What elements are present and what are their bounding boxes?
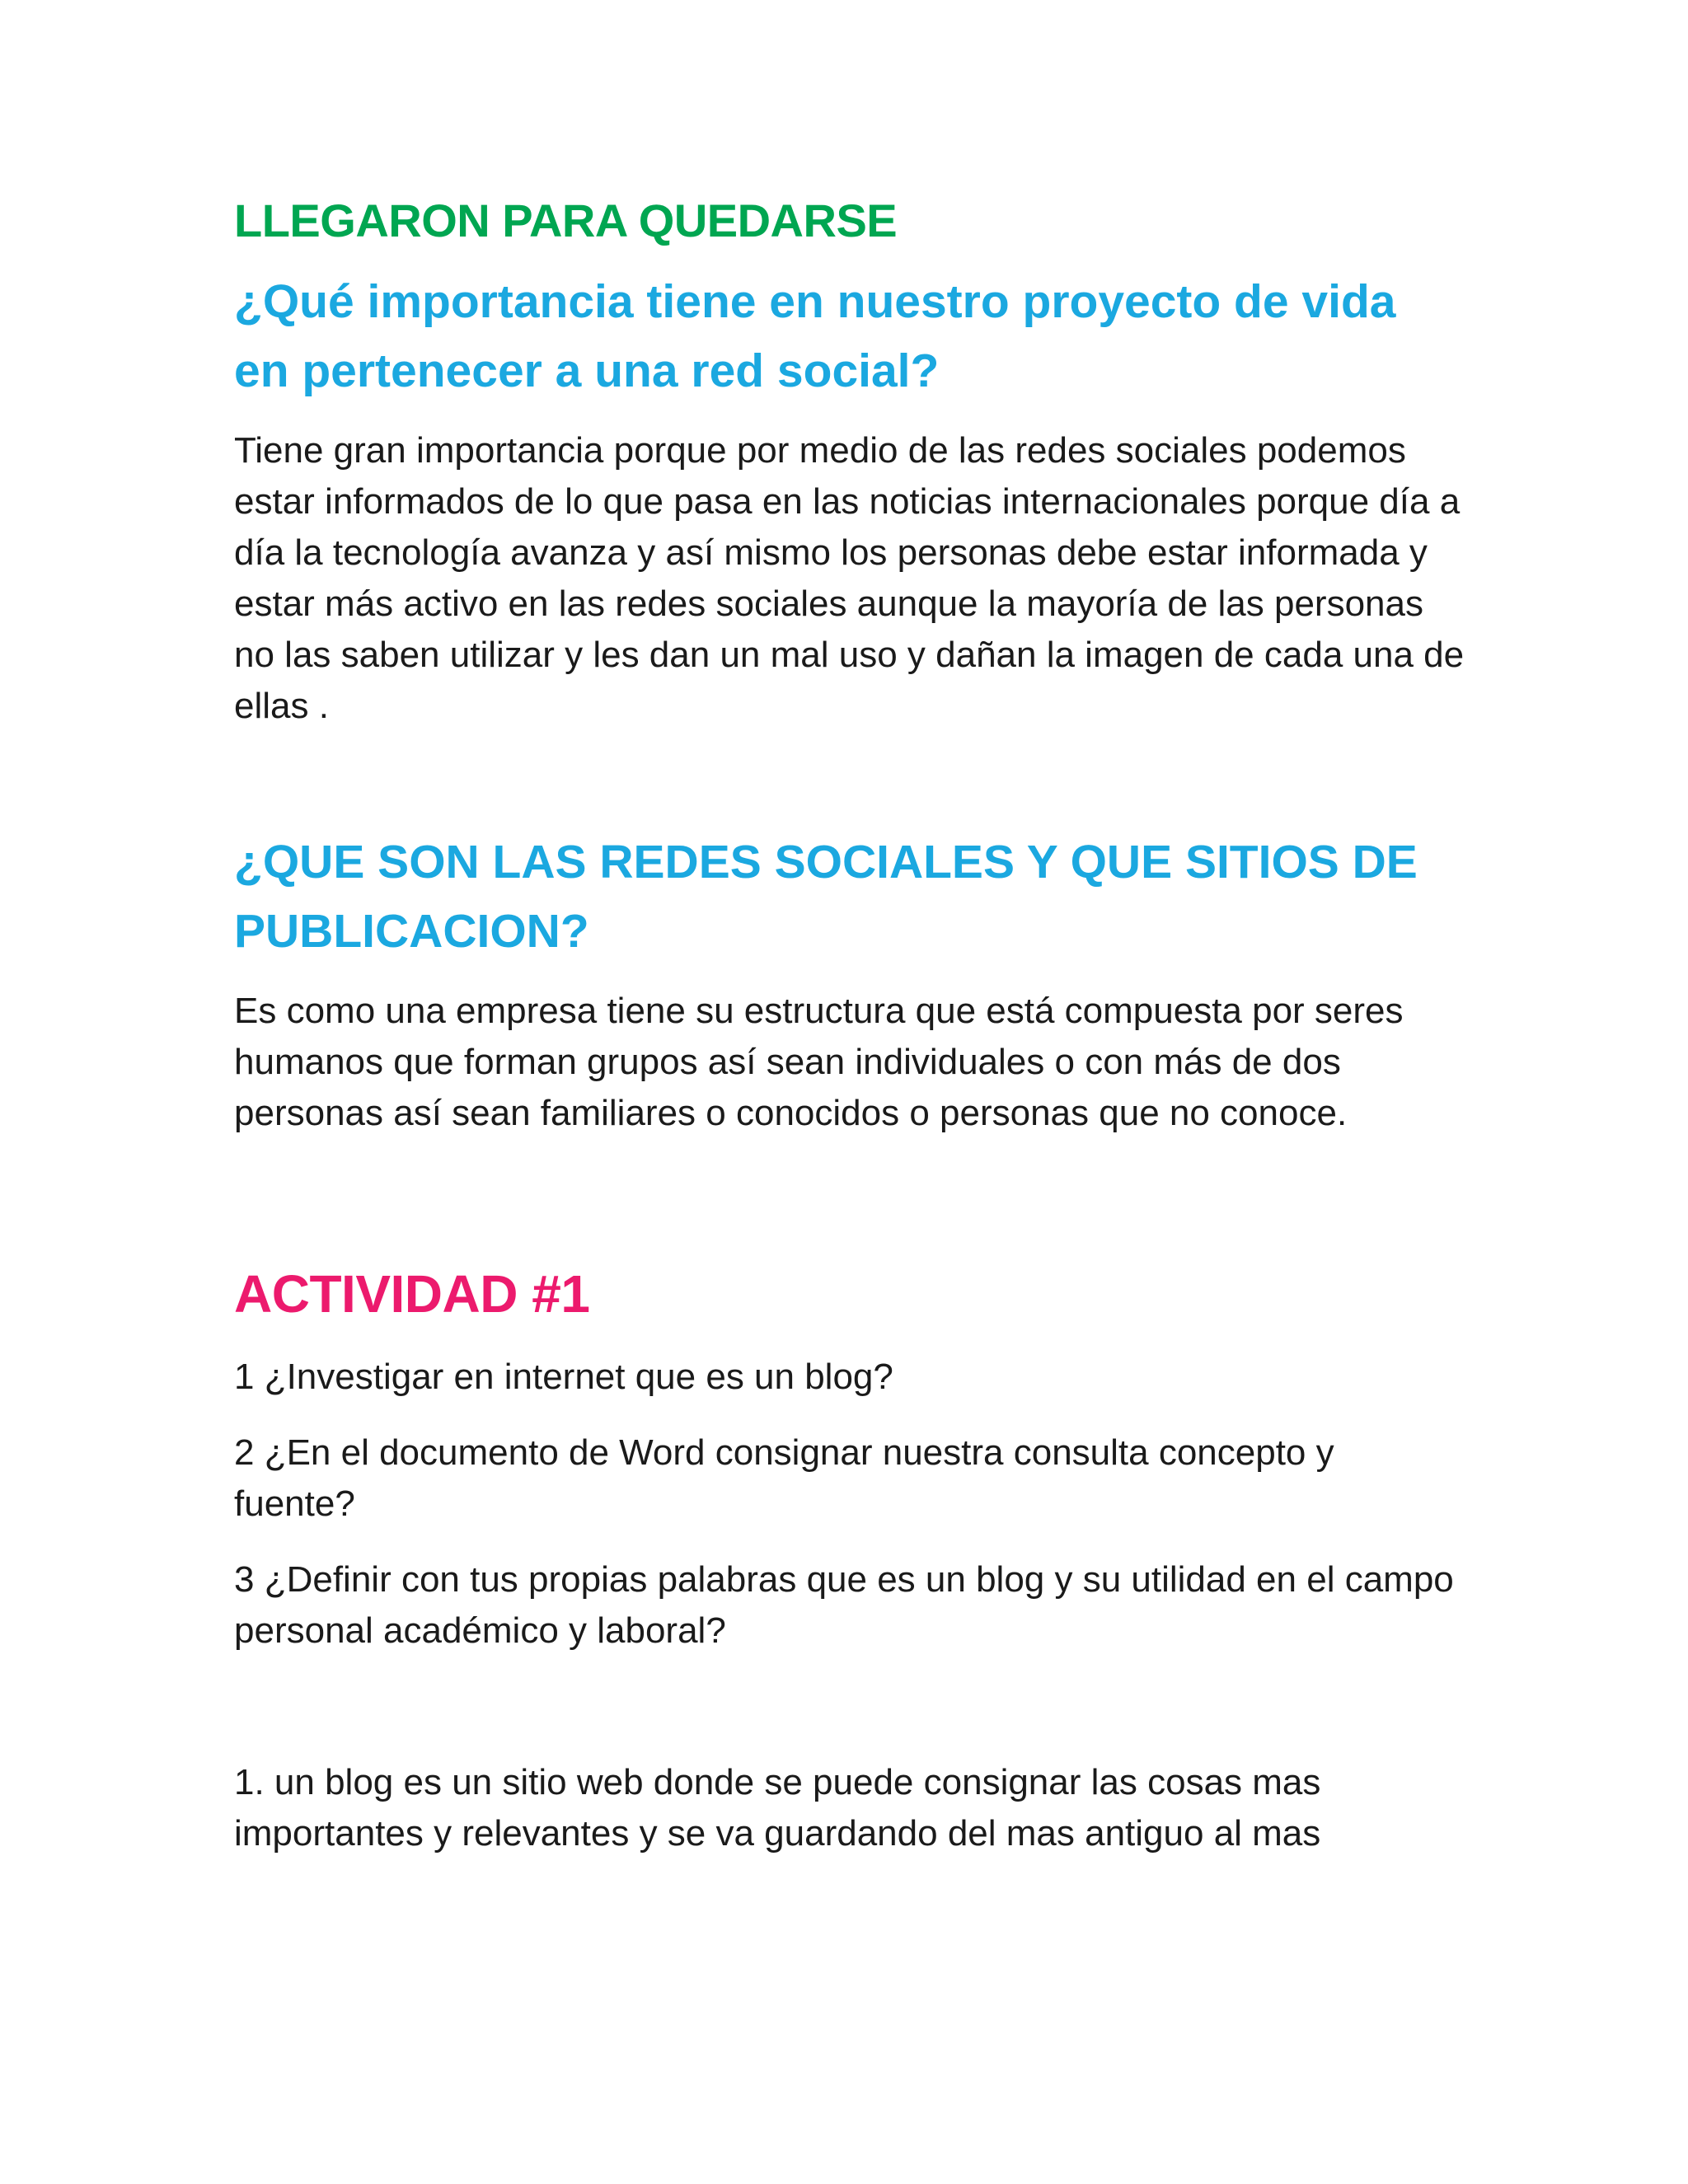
activity-item-1: 1 ¿Investigar en internet que es un blog? xyxy=(234,1357,893,1397)
question-heading-2: ¿QUE SON LAS REDES SOCIALES Y QUE SITIOS DE PUBLICACION? xyxy=(234,836,1418,958)
spacer xyxy=(234,1681,1470,1757)
activity-item-3: 3 ¿Definir con tus propias palabras que es un blog y su utilidad en el campo personal académico y laboral? xyxy=(234,1559,1454,1651)
activity-item-2: 2 ¿En el documento de Word consignar nuestra consulta concepto y fuente? xyxy=(234,1432,1334,1524)
answer-paragraph-2: Es como una empresa tiene su estructura que está compuesta por seres humanos que forman grupos así sean individuales o con más de dos personas así sean familiares o conocidos o personas que no conoce. xyxy=(234,991,1404,1133)
page-title: LLEGARON PARA QUEDARSE xyxy=(234,194,898,246)
spacer xyxy=(234,732,1470,827)
activity-heading: ACTIVIDAD #1 xyxy=(234,1264,590,1324)
spacer xyxy=(234,1139,1470,1254)
answer-paragraph-1: Tiene gran importancia porque por medio de las redes sociales podemos estar informados de lo que pasa en las noticias internacionales porque día a día la tecnología avanza y así mismo los personas debe estar informada y estar más activo en las redes sociales aunque la mayoría de las personas no las saben utilizar y les dan un mal uso y dañan la imagen de cada una de ellas . xyxy=(234,430,1465,726)
activity-answer-paragraph: 1. un blog es un sitio web donde se puede consignar las cosas mas importantes y relevantes y se va guardando del mas antiguo al mas xyxy=(234,1762,1321,1854)
document-content xyxy=(234,188,1470,1859)
question-heading-1: ¿Qué importancia tiene en nuestro proyecto de vida en pertenecer a una red social? xyxy=(234,275,1396,397)
